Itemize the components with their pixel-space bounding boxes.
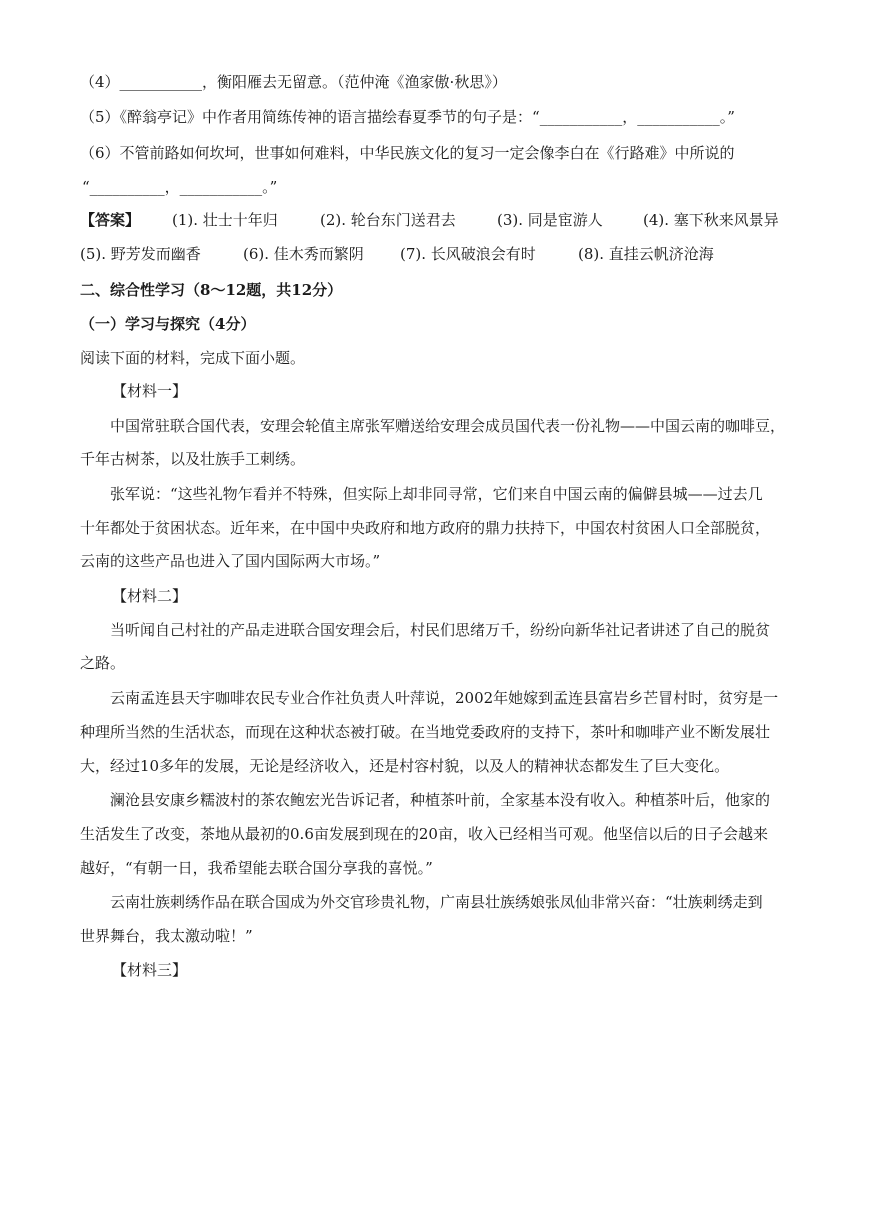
material2-paragraph: 大，经过10多年的发展，无论是经济收入，还是村容村貌，以及人的精神状态都发生了巨大变化。 xyxy=(80,757,730,775)
material2-paragraph: 澜沧县安康乡糯波村的茶农鲍宏光告诉记者，种植茶叶前，全家基本没有收入。种植茶叶后，他家的 xyxy=(110,791,771,809)
answer-item: (8). 直挂云帆济沧海 xyxy=(578,245,714,263)
answer-item: (1). 壮士十年归 xyxy=(172,211,278,229)
material2-paragraph: 之路。 xyxy=(80,654,126,672)
material1-paragraph: 中国常驻联合国代表，安理会轮值主席张军赠送给安理会成员国代表一份礼物——中国云南的咖啡豆， xyxy=(110,417,786,435)
material1-paragraph: 千年古树茶，以及壮族手工刺绣。 xyxy=(80,450,306,468)
material1-heading: 【材料一】 xyxy=(112,382,188,400)
material2-paragraph: 越好，“有朝一日，我希望能去联合国分享我的喜悦。” xyxy=(80,859,433,877)
section-instruction: 阅读下面的材料，完成下面小题。 xyxy=(80,349,306,367)
material2-paragraph: 云南孟连县天宇咖啡农民专业合作社负责人叶萍说，2002年她嫁到孟连县富岩乡芒冒村时，贫穷是一 xyxy=(110,689,779,707)
fill-in-question-6-line1: （6）不管前路如何坎坷，世事如何难料，中华民族文化的复习一定会像李白在《行路难》中所说的 xyxy=(80,144,735,162)
material2-paragraph: 世界舞台，我太激动啦！” xyxy=(80,927,253,945)
fill-in-question-4: （4）___________，衡阳雁去无留意。（范仲淹《渔家傲·秋思》） xyxy=(80,73,507,91)
material2-paragraph: 生活发生了改变，茶地从最初的0.6亩发展到现在的20亩，收入已经相当可观。他坚信以后的日子会越来 xyxy=(80,825,768,843)
material2-paragraph: 云南壮族刺绣作品在联合国成为外交官珍贵礼物，广南县壮族绣娘张凤仙非常兴奋：“壮族刺绣走到 xyxy=(110,893,763,911)
answer-label: 【答案】 xyxy=(80,211,141,229)
material2-heading: 【材料二】 xyxy=(112,587,188,605)
material2-paragraph: 种理所当然的生活状态，而现在这种状态被打破。在当地党委政府的支持下，茶叶和咖啡产业不断发展壮 xyxy=(80,723,771,741)
answer-item: (4). 塞下秋来风景异 xyxy=(643,211,779,229)
material1-paragraph: 十年都处于贫困状态。近年来，在中国中央政府和地方政府的鼎力扶持下，中国农村贫困人口全部脱贫， xyxy=(80,519,771,537)
section-title: 二、综合性学习（8～12题，共12分） xyxy=(80,281,343,299)
answer-item: (3). 同是宦游人 xyxy=(497,211,603,229)
fill-in-question-5: （5）《醉翁亭记》中作者用简练传神的语言描绘春夏季节的句子是：“___________，___________。” xyxy=(80,108,735,126)
material2-paragraph: 当听闻自己村社的产品走进联合国安理会后，村民们思绪万千，纷纷向新华社记者讲述了自己的脱贫 xyxy=(110,621,771,639)
answer-item: (6). 佳木秀而繁阴 xyxy=(243,245,364,263)
fill-in-question-6-line2: “__________，___________。” xyxy=(82,178,278,196)
material1-paragraph: 张军说：“这些礼物乍看并不特殊，但实际上却非同寻常，它们来自中国云南的偏僻县城——过去几 xyxy=(110,485,763,503)
answer-item: (7). 长风破浪会有时 xyxy=(400,245,536,263)
answer-item: (2). 轮台东门送君去 xyxy=(320,211,456,229)
material1-paragraph: 云南的这些产品也进入了国内国际两大市场。” xyxy=(80,552,381,570)
section-subtitle: （一）学习与探究（4分） xyxy=(80,315,256,333)
material3-heading: 【材料三】 xyxy=(112,961,188,979)
answer-item: (5). 野芳发而幽香 xyxy=(80,245,201,263)
